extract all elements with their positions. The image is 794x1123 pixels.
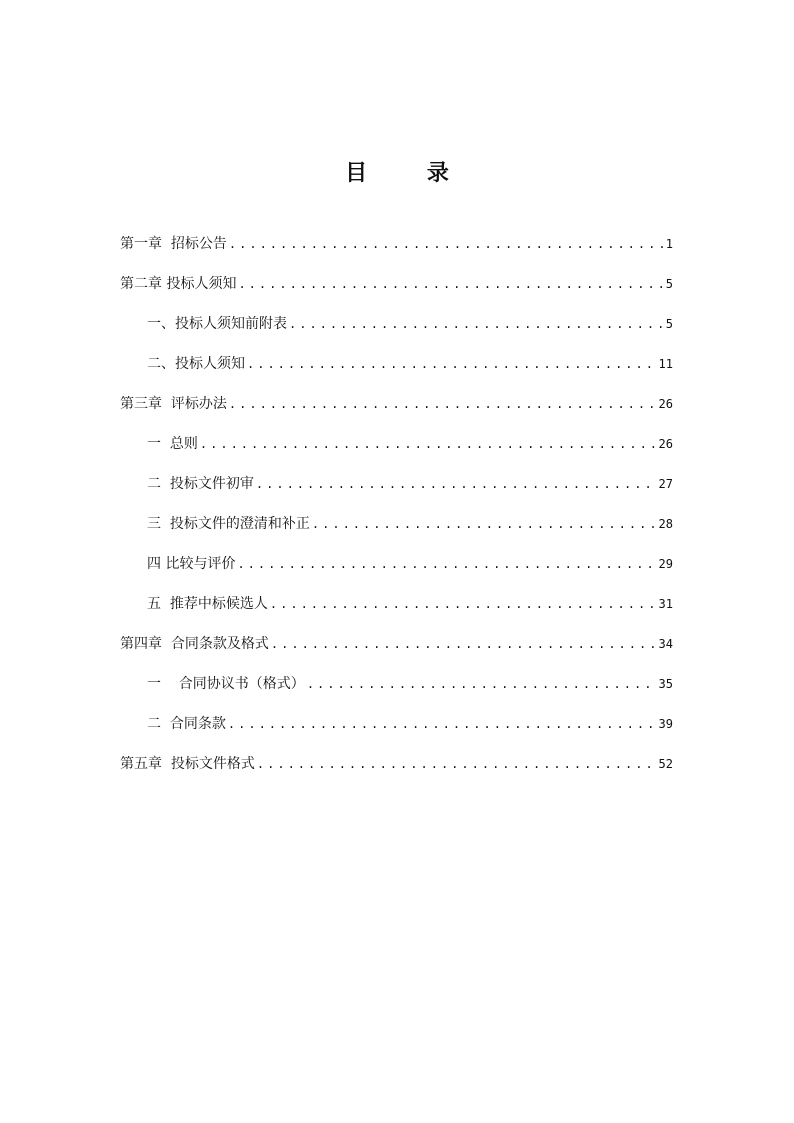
dot-leader — [200, 424, 657, 464]
toc-entry[interactable] — [120, 224, 673, 264]
toc-page-number: 27 — [658, 477, 673, 491]
dot-leader — [229, 224, 664, 264]
toc-page-number: 52 — [658, 757, 673, 771]
dot-leader — [271, 624, 657, 664]
toc-page-number: 35 — [658, 677, 673, 691]
dot-leader — [229, 384, 657, 424]
toc-page-number: 34 — [658, 637, 673, 651]
dot-leader — [289, 304, 664, 344]
toc-entry[interactable] — [120, 624, 673, 664]
dot-leader — [312, 504, 657, 544]
toc-entry-label: 第二章 投标人须知 — [120, 276, 237, 292]
toc-entry-label: 四 比较与评价 — [147, 556, 236, 572]
toc-entry[interactable] — [120, 424, 673, 464]
toc-entry[interactable] — [120, 744, 673, 784]
toc-page-number: 29 — [658, 557, 673, 571]
toc-entry-label: 第五章 投标文件格式 — [120, 756, 255, 772]
toc-page-number: 26 — [658, 437, 673, 451]
dot-leader — [256, 464, 657, 504]
dot-leader — [238, 264, 663, 304]
toc-page-number: 28 — [658, 517, 673, 531]
dot-leader — [228, 704, 657, 744]
toc-page-number: 39 — [658, 717, 673, 731]
toc-entry-label: 第一章 招标公告 — [120, 236, 227, 252]
toc-entry-label: 一 合同协议书（格式） — [147, 676, 305, 692]
page-title: 目 录 — [345, 160, 475, 186]
dot-leader — [247, 344, 657, 384]
toc-page-number: 5 — [665, 317, 673, 331]
toc-entry[interactable] — [120, 504, 673, 544]
toc-entry[interactable] — [120, 264, 673, 304]
dot-leader — [270, 584, 657, 624]
toc-entry[interactable] — [120, 544, 673, 584]
dot-leader — [307, 664, 657, 704]
toc-entry-label: 一 总则 — [147, 436, 198, 452]
toc-page-number: 31 — [658, 597, 673, 611]
toc-entry[interactable] — [120, 384, 673, 424]
toc-entry-label: 一、投标人须知前附表 — [147, 316, 287, 332]
table-of-contents — [120, 224, 673, 784]
toc-page-number: 1 — [665, 237, 673, 251]
toc-page-number: 5 — [665, 277, 673, 291]
toc-entry-label: 五 推荐中标候选人 — [147, 596, 268, 612]
toc-entry-label: 三 投标文件的澄清和补正 — [147, 516, 310, 532]
toc-entry[interactable] — [120, 584, 673, 624]
toc-page-number: 26 — [658, 397, 673, 411]
toc-entry-label: 二 合同条款 — [147, 716, 226, 732]
toc-page-number: 11 — [658, 357, 673, 371]
toc-entry[interactable] — [120, 464, 673, 504]
dot-leader — [237, 544, 656, 584]
toc-entry-label: 第三章 评标办法 — [120, 396, 227, 412]
toc-entry-label: 二、投标人须知 — [147, 356, 245, 372]
toc-entry-label: 第四章 合同条款及格式 — [120, 636, 269, 652]
toc-entry[interactable] — [120, 704, 673, 744]
dot-leader — [257, 744, 657, 784]
toc-entry[interactable] — [120, 304, 673, 344]
toc-entry[interactable] — [120, 664, 673, 704]
toc-entry-label: 二 投标文件初审 — [147, 476, 254, 492]
toc-entry[interactable] — [120, 344, 673, 384]
